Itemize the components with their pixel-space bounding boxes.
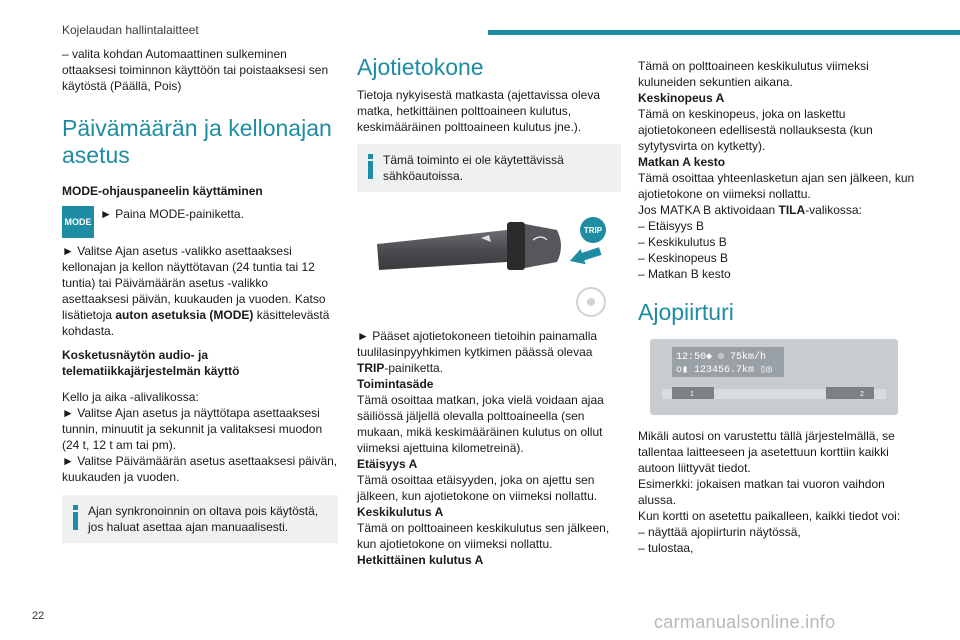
term-range: Toimintasäde <box>357 377 434 391</box>
info-icon <box>365 152 375 184</box>
mode-step-row <box>62 206 338 238</box>
trip-b-text-end: -valikossa: <box>805 203 862 217</box>
column-left <box>62 46 338 543</box>
page-number: 22 <box>32 610 45 622</box>
desc-avg-speed-a: Tämä on keskinopeus, joka on laskettu ajotietokoneen edellisestä nollauksesta (kun sytytysvirta on kytketty). <box>638 107 873 153</box>
column-right <box>638 58 920 556</box>
desc-instant-consumption: Tämä on polttoaineen keskikulutus viimeksi kuluneiden sekuntien aikana. <box>638 59 869 89</box>
tila-label: TILA <box>778 203 806 217</box>
info-box-time-sync <box>62 495 338 543</box>
desc-distance-a: Tämä osoittaa etäisyyden, joka on ajettu sen jälkeen, kun ajotietokone on viimeksi nollattu. <box>357 473 598 503</box>
watermark: carmanualsonline.info <box>654 612 836 632</box>
trip-computer-intro: Tietoja nykyisestä matkasta (ajettavissa oleva matka, hetkittäinen polttoaineen kulutus, keskimääräinen polttoaineen kulutus jne.). <box>357 88 600 134</box>
tachograph-desc: Mikäli autosi on varustettu tällä järjestelmällä, se tallentaa laitteeseen ja asetettuun korttiin kaikki autoon liittyvät tiedot. <box>638 429 895 475</box>
info-text-electric: Tämä toiminto ei ole käytettävissä sähköautoissa. <box>383 153 564 183</box>
list-item: – näyttää ajopiirturin näytössä, <box>638 525 801 539</box>
column-middle <box>357 54 621 568</box>
subsection-title-mode: MODE-ohjauspaneelin käyttäminen <box>62 184 263 198</box>
trip-press-instructions <box>357 328 621 376</box>
mode-instructions <box>62 243 338 339</box>
touch-time-step: ► Valitse Ajan asetus ja näyttötapa asettaaksesi tunnin, minuutit ja sekunnit ja valitaksesi muodon (24 t, 12 t am tai pm). <box>62 406 323 452</box>
mode-instructions-text: ► Valitse Ajan asetus -valikko asettaaksesi kellonajan ja kellon näyttötavan (24 tuntia tai 12 tuntia) tai Päivämäärän asetus -valikko asettaaksesi päivän, kuukauden ja vuoden. Katso lisätietoja <box>62 244 326 322</box>
term-instant-consumption-a: Hetkittäinen kulutus A <box>357 553 484 567</box>
tachograph-card-text: Kun kortti on asetettu paikalleen, kaikki tiedot voi: <box>638 509 901 523</box>
tachograph-example: Esimerkki: jokaisen matkan tai vuoron vaihdon alussa. <box>638 477 885 507</box>
section-title-date-time: Päivämäärän ja kellonajan asetus <box>62 115 332 168</box>
tachograph-line2: o▮ 123456.7km ▯◎ <box>676 365 773 376</box>
tachograph-line1: 12:50◆ ⊙ 75km/h <box>676 352 767 363</box>
mode-button-icon: MODE <box>62 206 94 238</box>
list-item: – Keskinopeus B <box>638 251 729 265</box>
term-distance-a: Etäisyys A <box>357 457 418 471</box>
trip-arrow-icon <box>567 243 602 268</box>
tachograph-button-1-label: 1 <box>690 391 694 398</box>
trip-badge-label: TRIP <box>583 226 603 235</box>
press-text-end: -painiketta. <box>384 361 444 375</box>
tachograph-button-2 <box>826 387 874 399</box>
mode-instructions-end: käsittelevästä kohdasta. <box>62 308 330 338</box>
trip-b-text: Jos MATKA B aktivoidaan <box>638 203 779 217</box>
tachograph-illustration <box>650 339 898 415</box>
trip-b-intro <box>638 202 920 218</box>
running-header: Kojelaudan hallintalaitteet <box>62 23 199 37</box>
desc-range: Tämä osoittaa matkan, joka vielä voidaan ajaa säiliössä jäljellä olevalla polttoaineella (sen mukaan, mikä keskimääräinen kulutus on ollut viimeksi ajettuina kilometreinä). <box>357 393 604 455</box>
touch-date-step: ► Valitse Päivämäärän asetus asettaaksesi päivän, kuukauden ja vuoden. <box>62 454 338 484</box>
section-title-tachograph: Ajopiirturi <box>638 299 734 325</box>
stalk-ring <box>507 222 525 270</box>
list-item: – Etäisyys B <box>638 219 705 233</box>
list-item: – Matkan B kesto <box>638 267 731 281</box>
tachograph-button-2-label: 2 <box>860 391 864 398</box>
list-item: – Keskikulutus B <box>638 235 727 249</box>
stalk-tip <box>525 224 561 268</box>
term-avg-consumption-a: Keskikulutus A <box>357 505 444 519</box>
trip-label: TRIP <box>357 361 385 375</box>
info-text-time-sync: Ajan synkronoinnin on oltava pois käytöstä, jos haluat asettaa ajan manuaalisesti. <box>88 504 319 534</box>
term-trip-duration-a: Matkan A kesto <box>638 155 726 169</box>
section-title-trip-computer: Ajotietokone <box>357 54 484 80</box>
term-avg-speed-a: Keskinopeus A <box>638 91 725 105</box>
list-item: – tulostaa, <box>638 541 694 555</box>
info-box-electric <box>357 144 621 192</box>
auto-lock-text: – valita kohdan Automaattinen sulkeminen ottaaksesi toiminnon käyttöön tai poistaaksesi sen käytöstä (Päällä, Pois) <box>62 47 329 93</box>
mode-step-text: ► Paina MODE-painiketta. <box>100 207 244 221</box>
info-icon <box>70 503 80 535</box>
header-accent-bar <box>488 30 960 35</box>
desc-trip-duration-a: Tämä osoittaa yhteenlasketun ajan sen jälkeen, kun ajotietokone on viimeksi nollattu. <box>638 171 915 201</box>
touch-submenu-text: Kello ja aika -alivalikossa: <box>62 390 199 404</box>
mode-settings-link: auton asetuksia (MODE) <box>115 308 254 322</box>
wiper-stalk-illustration <box>357 192 621 328</box>
desc-avg-consumption-a: Tämä on polttoaineen keskikulutus sen jälkeen, kun ajotietokone on viimeksi nollattu. <box>357 521 610 551</box>
subsection-title-touchscreen: Kosketusnäytön audio- ja telematiikkajärjestelmän käyttö <box>62 348 240 378</box>
press-text: ► Pääset ajotietokoneen tietoihin painamalla tuulilasinpyyhkimen kytkimen päässä olevaa <box>357 329 598 359</box>
